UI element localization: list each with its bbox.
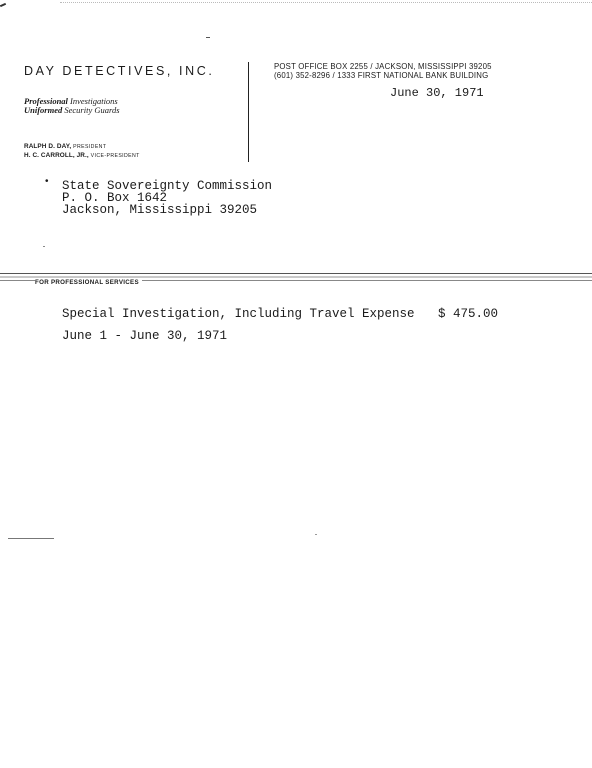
tagline-uniformed [24,105,120,115]
services-rule-middle [0,276,592,278]
officer-name: RALPH D. DAY, [24,143,74,150]
top-scan-rule [60,2,592,3]
tagline-uniformed-bold: Uniformed [24,105,63,115]
address-line-1: POST OFFICE BOX 2255 / JACKSON, MISSISSIPPI 39205 [274,62,492,71]
letter-date: June 30, 1971 [390,86,484,100]
letterhead-divider [248,62,249,162]
tagline-uniformed-rest: Security Guards [62,105,120,115]
officer-title: VICE-PRESIDENT [90,153,140,159]
service-amount: $ 475.00 [438,307,499,321]
officer-vice-president [24,152,140,159]
recipient-line-2: P. O. Box 1642 [62,191,168,205]
service-period: June 1 - June 30, 1971 [62,329,228,343]
scan-margin-mark [8,538,54,539]
address-line-2: (601) 352-8296 / 1333 FIRST NATIONAL BANK BUILDING [274,71,489,80]
scan-speck [315,534,317,535]
services-label: FOR PROFESSIONAL SERVICES [35,279,142,286]
officer-title: PRESIDENT [73,144,107,150]
scan-dash [206,37,210,38]
officer-president [24,143,106,150]
tagline-professional-rest: Investigations [67,96,118,106]
scan-speck [43,246,45,247]
tagline-professional-bold: Professional [24,96,68,106]
recipient-bullet: • [45,176,49,187]
recipient-line-1: State Sovereignty Commission [62,179,273,193]
scan-mark [0,3,6,7]
services-rule-top [0,273,592,274]
company-name: DAY DETECTIVES, INC. [24,64,215,78]
recipient-line-3: Jackson, Mississippi 39205 [62,203,258,217]
officer-name: H. C. CARROLL, JR., [24,152,91,159]
service-description: Special Investigation, Including Travel Expense [62,307,415,321]
